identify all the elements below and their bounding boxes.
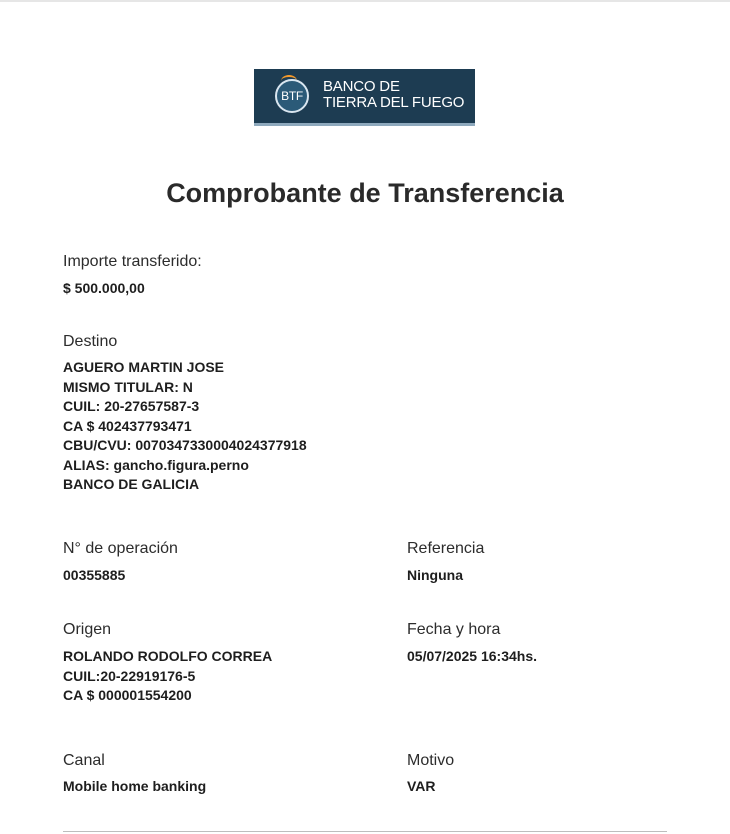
logo-line-1: BANCO DE: [323, 78, 400, 95]
destino-name: AGUERO MARTIN JOSE: [63, 359, 225, 375]
destino-alias: ALIAS: gancho.figura.perno: [63, 456, 249, 473]
canal-label: Canal: [63, 752, 105, 769]
top-divider: [0, 0, 730, 2]
motivo-value: VAR: [407, 778, 436, 794]
logo-wordmark: [323, 79, 464, 111]
page-title: Comprobante de Transferencia: [166, 178, 564, 208]
logo-line-2: TIERRA DEL FUEGO: [323, 94, 465, 111]
destino-details: [63, 358, 307, 495]
origen-cuenta: CA $ 000001554200: [63, 687, 192, 703]
logo-badge-icon: BTF: [275, 79, 309, 113]
operacion-label: N° de operación: [63, 540, 178, 557]
origen-cuil: CUIL:20-22919176-5: [63, 667, 196, 684]
origen-name: ROLANDO RODOLFO CORREA: [63, 648, 273, 664]
bottom-divider: [63, 831, 667, 832]
destino-cuenta: CA $ 402437793471: [63, 417, 192, 434]
fecha-label: Fecha y hora: [407, 621, 501, 638]
destino-banco: BANCO DE GALICIA: [63, 476, 200, 492]
importe-value: $ 500.000,00: [63, 280, 145, 296]
destino-label: Destino: [63, 333, 118, 350]
bank-logo: [254, 69, 475, 126]
origen-label: Origen: [63, 621, 112, 638]
operacion-value: 00355885: [63, 567, 126, 583]
importe-label: Importe transferido:: [63, 253, 202, 270]
fecha-value: 05/07/2025 16:34hs.: [407, 648, 537, 664]
origen-details: [63, 647, 272, 706]
destino-cbu: CBU/CVU: 0070347330004024377918: [63, 437, 307, 453]
destino-cuil: CUIL: 20-27657587-3: [63, 398, 200, 414]
canal-value: Mobile home banking: [63, 778, 207, 794]
referencia-label: Referencia: [407, 540, 485, 557]
motivo-label: Motivo: [407, 752, 455, 769]
destino-mismo-titular: MISMO TITULAR: N: [63, 378, 193, 395]
referencia-value: Ninguna: [407, 567, 463, 583]
